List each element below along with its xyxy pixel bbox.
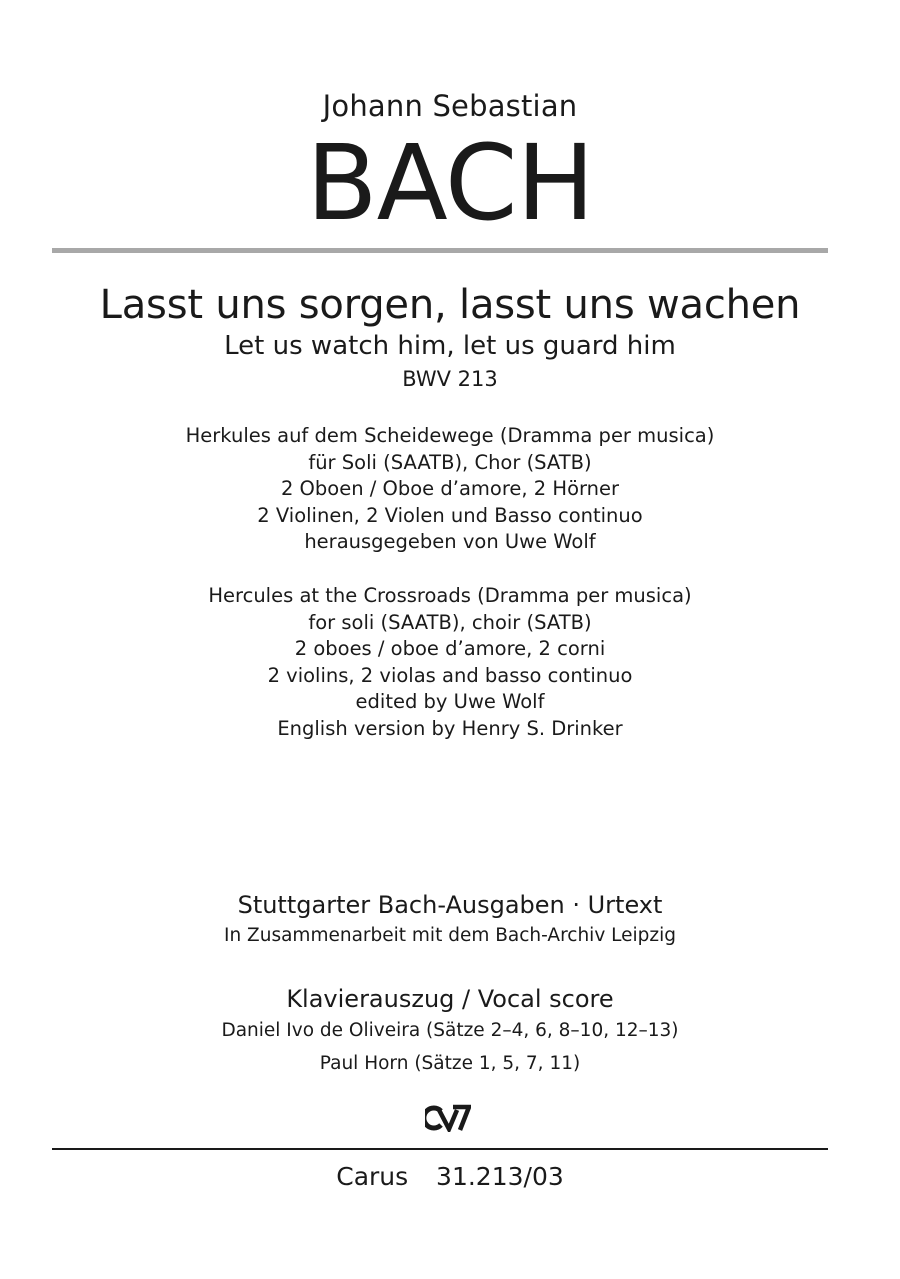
description-german [0,423,900,556]
description-line: for soli (SAATB), choir (SATB) [308,610,592,634]
description-line: 2 violins, 2 violas and basso continuo [267,663,633,687]
score-type: Klavierauszug / Vocal score [286,985,614,1013]
description-line: Hercules at the Crossroads (Dramma per musica) [208,584,692,607]
description-line: Herkules auf dem Scheidewege (Dramma per musica) [185,424,715,447]
work-title-german: Lasst uns sorgen, lasst uns wachen [99,282,801,328]
work-title-english: Let us watch him, let us guard him [224,331,676,361]
catalog-number: Carus 31.213/03 [336,1162,564,1191]
arranger-line: Paul Horn (Sätze 1, 5, 7, 11) [319,1053,581,1074]
bwv-number: BWV 213 [402,367,498,391]
description-line: 2 oboes / oboe d’amore, 2 corni [294,637,606,660]
bottom-divider [52,1148,828,1150]
arranger-line: Daniel Ivo de Oliveira (Sätze 2–4, 6, 8–10, 12–13) [221,1020,679,1041]
description-line: herausgegeben von Uwe Wolf [304,530,596,553]
description-line: 2 Violinen, 2 Violen und Basso continuo [257,503,643,527]
series-collaboration: In Zusammenarbeit mit dem Bach-Archiv Leipzig [223,925,676,946]
carus-logo-icon [425,1104,471,1132]
description-line: English version by Henry S. Drinker [277,716,623,740]
top-divider [52,248,828,253]
series-name: Stuttgarter Bach-Ausgaben · Urtext [237,891,663,919]
description-english [0,583,900,742]
description-line: edited by Uwe Wolf [355,690,545,713]
composer-last-name: BACH [306,122,594,244]
composer-first-names: Johann Sebastian [322,89,578,123]
description-line: 2 Oboen / Oboe d’amore, 2 Hörner [280,477,620,500]
description-line: für Soli (SAATB), Chor (SATB) [308,450,592,474]
